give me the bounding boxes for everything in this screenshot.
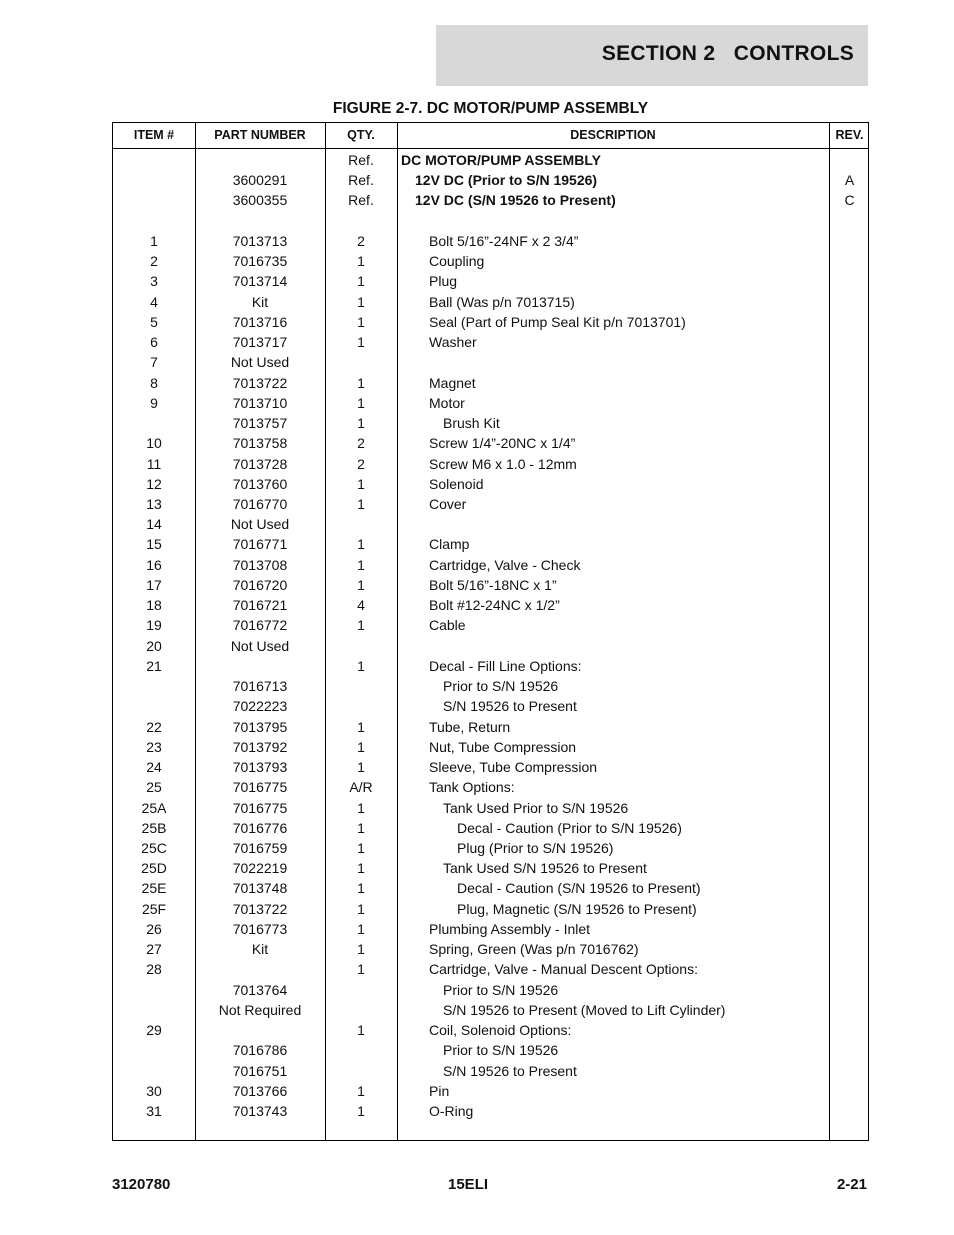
description-cell: Magnet: [429, 374, 476, 391]
part-number-cell: 7013716: [232, 313, 288, 330]
item-cell: 17: [146, 576, 162, 593]
qty-cell: 2: [357, 455, 365, 472]
description-cell: Pin: [429, 1082, 450, 1099]
table-row: [113, 777, 868, 797]
table-row: [113, 454, 868, 474]
qty-cell: 1: [357, 738, 365, 755]
qty-cell: 1: [357, 819, 365, 836]
description-cell: Plug, Magnetic (S/N 19526 to Present): [457, 900, 697, 917]
part-number-cell: 7016735: [232, 253, 288, 270]
table-row: [113, 494, 868, 514]
part-number-cell: 7016713: [232, 678, 288, 695]
item-cell: 29: [146, 1022, 162, 1039]
table-row: [113, 1081, 868, 1101]
item-cell: 25B: [141, 819, 167, 836]
part-number-cell: 7013743: [232, 1103, 288, 1120]
description-cell: 12V DC (Prior to S/N 19526): [415, 172, 598, 189]
description-cell: Screw 1/4”-20NC x 1/4”: [429, 435, 576, 452]
table-row: [113, 534, 868, 554]
qty-cell: 1: [357, 495, 365, 512]
qty-cell: 1: [357, 900, 365, 917]
qty-cell: 1: [357, 1103, 365, 1120]
table-row: [113, 656, 868, 676]
part-number-cell: 7016720: [232, 576, 288, 593]
item-cell: 3: [150, 273, 158, 290]
item-cell: 4: [150, 293, 158, 310]
description-cell: Decal - Caution (Prior to S/N 19526): [457, 819, 682, 836]
parts-table: [112, 122, 869, 1141]
description-cell: Tank Used Prior to S/N 19526: [443, 799, 629, 816]
part-number-cell: 3600291: [232, 172, 288, 189]
table-row: [113, 919, 868, 939]
item-cell: 24: [146, 759, 162, 776]
part-number-cell: 7013728: [232, 455, 288, 472]
table-row: [113, 798, 868, 818]
description-cell: O-Ring: [429, 1103, 474, 1120]
table-row: [113, 190, 868, 210]
item-cell: 27: [146, 941, 162, 958]
part-number-cell: 7013758: [232, 435, 288, 452]
part-number-cell: 7016759: [232, 839, 288, 856]
description-cell: Bolt #12-24NC x 1/2”: [429, 597, 560, 614]
qty-cell: 1: [357, 718, 365, 735]
table-row: [113, 696, 868, 716]
description-cell: Ball (Was p/n 7013715): [429, 293, 575, 310]
item-cell: 25D: [141, 860, 167, 877]
table-row: [113, 170, 868, 190]
description-cell: DC MOTOR/PUMP ASSEMBLY: [401, 152, 601, 168]
table-body: [113, 150, 868, 1121]
item-cell: 9: [150, 394, 158, 411]
part-number-cell: 7013792: [232, 738, 288, 755]
description-cell: Nut, Tube Compression: [429, 738, 577, 755]
description-cell: Prior to S/N 19526: [443, 678, 559, 695]
table-row: [113, 150, 868, 170]
item-cell: 13: [146, 495, 162, 512]
item-cell: 14: [146, 516, 162, 533]
table-row: [113, 352, 868, 372]
item-cell: 25F: [141, 900, 167, 917]
qty-cell: 1: [357, 1022, 365, 1039]
description-cell: Seal (Part of Pump Seal Kit p/n 7013701): [429, 313, 686, 330]
description-cell: Cartridge, Valve - Manual Descent Options:: [429, 961, 698, 978]
part-number-cell: 7016775: [232, 779, 288, 796]
description-cell: Plug (Prior to S/N 19526): [457, 839, 614, 856]
description-cell: S/N 19526 to Present: [443, 1062, 577, 1079]
description-cell: Bolt 5/16”-24NF x 2 3/4”: [429, 232, 579, 249]
description-cell: Cable: [429, 617, 466, 634]
qty-cell: 1: [357, 253, 365, 270]
qty-cell: 1: [357, 334, 365, 351]
part-number-cell: 7013764: [232, 981, 288, 998]
footer-page-number: 2-21: [836, 1176, 867, 1193]
table-row: [113, 251, 868, 271]
item-cell: 25C: [141, 839, 167, 856]
table-row: [113, 838, 868, 858]
part-number-cell: Not Required: [218, 1001, 302, 1018]
footer-model: 15ELI: [448, 1176, 489, 1193]
qty-cell: 1: [357, 759, 365, 776]
table-row: [113, 514, 868, 534]
table-row: [113, 757, 868, 777]
table-row: [113, 959, 868, 979]
table-row: [113, 818, 868, 838]
column-header-description: DESCRIPTION: [570, 128, 656, 142]
table-row: [113, 413, 868, 433]
table-row: [113, 474, 868, 494]
header-divider: [113, 148, 868, 149]
item-cell: 25E: [141, 880, 167, 897]
part-number-cell: 7016770: [232, 495, 288, 512]
qty-cell: 1: [357, 961, 365, 978]
qty-cell: 1: [357, 1082, 365, 1099]
qty-cell: Ref.: [348, 192, 374, 209]
item-cell: 5: [150, 313, 158, 330]
part-number-cell: 7016772: [232, 617, 288, 634]
part-number-cell: 7013714: [232, 273, 288, 290]
item-cell: 7: [150, 354, 158, 371]
part-number-cell: 7013757: [232, 415, 288, 432]
qty-cell: 1: [357, 920, 365, 937]
table-row: [113, 980, 868, 1000]
part-number-cell: 7016721: [232, 597, 288, 614]
part-number-cell: 7016786: [232, 1042, 288, 1059]
table-row: [113, 899, 868, 919]
item-cell: 16: [146, 556, 162, 573]
description-cell: S/N 19526 to Present: [443, 698, 577, 715]
item-cell: 18: [146, 597, 162, 614]
item-cell: 15: [146, 536, 162, 553]
description-cell: Clamp: [429, 536, 470, 553]
table-row: [113, 373, 868, 393]
item-cell: 26: [146, 920, 162, 937]
column-header-part-number: PART NUMBER: [214, 128, 306, 142]
item-cell: 2: [150, 253, 158, 270]
item-cell: 8: [150, 374, 158, 391]
part-number-cell: 7013708: [232, 556, 288, 573]
table-row: [113, 595, 868, 615]
footer-doc-number: 3120780: [112, 1176, 171, 1193]
table-row: [113, 555, 868, 575]
table-row: [113, 332, 868, 352]
part-number-cell: Not Used: [230, 516, 290, 533]
item-cell: 28: [146, 961, 162, 978]
part-number-cell: 7013722: [232, 900, 288, 917]
part-number-cell: 7013760: [232, 475, 288, 492]
part-number-cell: Not Used: [230, 354, 290, 371]
description-cell: Motor: [429, 394, 465, 411]
table-row: [113, 312, 868, 332]
item-cell: 10: [146, 435, 162, 452]
description-cell: Bolt 5/16”-18NC x 1”: [429, 576, 557, 593]
description-cell: Prior to S/N 19526: [443, 1042, 559, 1059]
qty-cell: 1: [357, 374, 365, 391]
table-row: [113, 575, 868, 595]
part-number-cell: 7013722: [232, 374, 288, 391]
part-number-cell: 7013748: [232, 880, 288, 897]
description-cell: Tube, Return: [429, 718, 511, 735]
item-cell: 11: [146, 455, 162, 472]
table-row: [113, 615, 868, 635]
qty-cell: 1: [357, 839, 365, 856]
table-row: [113, 1040, 868, 1060]
description-cell: Screw M6 x 1.0 - 12mm: [429, 455, 577, 472]
description-cell: Brush Kit: [443, 415, 500, 432]
figure-title: FIGURE 2-7. DC MOTOR/PUMP ASSEMBLY: [332, 100, 649, 117]
qty-cell: 1: [357, 617, 365, 634]
column-header-rev: REV.: [835, 128, 864, 142]
part-number-cell: 7016771: [232, 536, 288, 553]
table-row: [113, 1000, 868, 1020]
description-cell: Cartridge, Valve - Check: [429, 556, 581, 573]
item-cell: 21: [146, 657, 162, 674]
qty-cell: 1: [357, 273, 365, 290]
qty-cell: 1: [357, 394, 365, 411]
description-cell: S/N 19526 to Present (Moved to Lift Cylinder): [443, 1001, 726, 1018]
qty-cell: 1: [357, 799, 365, 816]
section-title: SECTION 2 CONTROLS: [601, 42, 854, 65]
description-cell: Sleeve, Tube Compression: [429, 759, 598, 776]
table-row: [113, 211, 868, 231]
qty-cell: 2: [357, 435, 365, 452]
qty-cell: 1: [357, 293, 365, 310]
part-number-cell: 7013713: [232, 232, 288, 249]
description-cell: Plumbing Assembly - Inlet: [429, 920, 591, 937]
item-cell: 23: [146, 738, 162, 755]
description-cell: Coupling: [429, 253, 485, 270]
table-row: [113, 717, 868, 737]
table-row: [113, 1061, 868, 1081]
qty-cell: 1: [357, 576, 365, 593]
part-number-cell: 7013717: [232, 334, 288, 351]
part-number-cell: 7016751: [232, 1062, 288, 1079]
description-cell: Coil, Solenoid Options:: [429, 1022, 572, 1039]
item-cell: 31: [146, 1103, 162, 1120]
item-cell: 20: [146, 637, 162, 654]
qty-cell: 1: [357, 880, 365, 897]
part-number-cell: 3600355: [232, 192, 288, 209]
description-cell: Plug: [429, 273, 458, 290]
table-row: [113, 676, 868, 696]
part-number-cell: 7013793: [232, 759, 288, 776]
description-cell: Tank Used S/N 19526 to Present: [443, 860, 647, 877]
qty-cell: 1: [357, 556, 365, 573]
qty-cell: 2: [357, 232, 365, 249]
qty-cell: Ref.: [348, 152, 374, 168]
table-row: [113, 231, 868, 251]
qty-cell: 1: [357, 860, 365, 877]
rev-cell: A: [844, 172, 855, 189]
table-row: [113, 737, 868, 757]
column-header-item: ITEM #: [133, 128, 175, 142]
part-number-cell: Not Used: [230, 637, 290, 654]
table-row: [113, 939, 868, 959]
table-row: [113, 433, 868, 453]
qty-cell: Ref.: [348, 172, 374, 189]
rev-cell: C: [844, 192, 855, 209]
qty-cell: 1: [357, 313, 365, 330]
part-number-cell: 7022223: [232, 698, 288, 715]
item-cell: 12: [146, 475, 162, 492]
description-cell: Tank Options:: [429, 779, 515, 796]
item-cell: 25A: [141, 799, 167, 816]
part-number-cell: 7016776: [232, 819, 288, 836]
section-header-box: [436, 25, 868, 86]
table-row: [113, 271, 868, 291]
table-row: [113, 292, 868, 312]
qty-cell: A/R: [349, 779, 373, 796]
qty-cell: 1: [357, 536, 365, 553]
qty-cell: 1: [357, 475, 365, 492]
part-number-cell: Kit: [251, 941, 269, 958]
item-cell: 1: [150, 232, 158, 249]
part-number-cell: 7016773: [232, 920, 288, 937]
item-cell: 19: [146, 617, 162, 634]
table-row: [113, 878, 868, 898]
qty-cell: 1: [357, 415, 365, 432]
description-cell: Decal - Caution (S/N 19526 to Present): [457, 880, 701, 897]
table-row: [113, 1101, 868, 1121]
part-number-cell: Kit: [251, 293, 269, 310]
description-cell: Cover: [429, 495, 467, 512]
part-number-cell: 7022219: [232, 860, 288, 877]
qty-cell: 1: [357, 657, 365, 674]
qty-cell: 4: [357, 597, 365, 614]
description-cell: Prior to S/N 19526: [443, 981, 559, 998]
item-cell: 25: [146, 779, 162, 796]
table-row: [113, 393, 868, 413]
table-row: [113, 858, 868, 878]
part-number-cell: 7016775: [232, 799, 288, 816]
description-cell: Washer: [429, 334, 477, 351]
part-number-cell: 7013795: [232, 718, 288, 735]
column-header-qty: QTY.: [347, 128, 375, 142]
description-cell: Solenoid: [429, 475, 484, 492]
table-row: [113, 1020, 868, 1040]
part-number-cell: 7013766: [232, 1082, 288, 1099]
description-cell: Decal - Fill Line Options:: [429, 657, 582, 674]
part-number-cell: 7013710: [232, 394, 288, 411]
item-cell: 30: [146, 1082, 162, 1099]
description-cell: Spring, Green (Was p/n 7016762): [429, 941, 639, 958]
item-cell: 22: [146, 718, 162, 735]
description-cell: 12V DC (S/N 19526 to Present): [415, 192, 616, 209]
item-cell: 6: [150, 334, 158, 351]
table-row: [113, 636, 868, 656]
qty-cell: 1: [357, 941, 365, 958]
